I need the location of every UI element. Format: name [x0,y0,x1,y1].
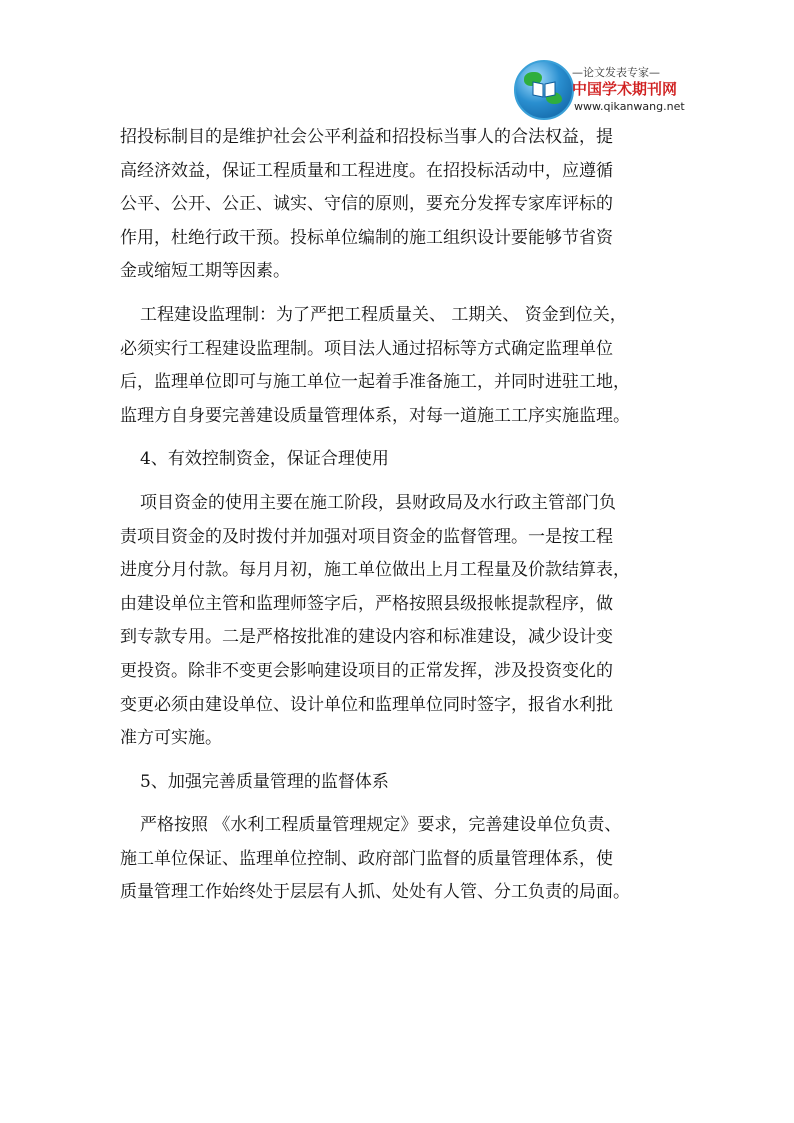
logo-brand: 中国学术期刊网 [572,80,678,98]
text-line: 由建设单位主管和监理师签字后，严格按照县级报帐提款程序，做 [120,593,613,614]
text-line: 质量管理工作始终处于层层有人抓、处处有人管、分工负责的局面。 [120,882,630,903]
section-heading: 5、加强完善质量管理的监督体系 [140,771,389,792]
text-line: 更投资。除非不变更会影响建设项目的正常发挥，涉及投资变化的 [120,660,613,681]
document-body [120,121,682,910]
logo-url: www.qikanwang.net [574,100,685,113]
text-line: 进度分月付款。每月月初，施工单位做出上月工程量及价款结算表， [120,560,630,581]
section-heading: 4、有效控制资金，保证合理使用 [140,449,389,470]
text-line: 监理方自身要完善建设质量管理体系，对每一道施工工序实施监理。 [120,405,630,426]
globe-book-icon [514,60,574,120]
logo-tagline: —论文发表专家— [572,66,660,79]
text-line: 准方可实施。 [120,728,222,749]
text-line: 金或缩短工期等因素。 [120,261,290,282]
site-logo [514,60,684,122]
text-line: 必须实行工程建设监理制。项目法人通过招标等方式确定监理单位 [120,338,613,359]
text-line: 变更必须由建设单位、设计单位和监理单位同时签字，报省水利批 [120,694,613,715]
text-line: 招投标制目的是维护社会公平利益和招投标当事人的合法权益，提 [120,127,613,147]
text-line: 到专款专用。二是严格按批准的建设内容和标准建设，减少设计变 [120,627,613,648]
text-line: 严格按照 《水利工程质量管理规定》要求，完善建设单位负责、 [140,815,622,836]
text-line: 项目资金的使用主要在施工阶段，县财政局及水行政主管部门负 [140,492,616,513]
text-line: 工程建设监理制：为了严把工程质量关、 工期关、 资金到位关， [140,304,627,325]
text-line: 公平、公开、公正、诚实、守信的原则，要充分发挥专家库评标的 [120,194,613,215]
text-line: 责项目资金的及时拨付并加强对项目资金的监督管理。一是按工程 [120,526,613,547]
text-line: 施工单位保证、监理单位控制、政府部门监督的质量管理体系，使 [120,848,613,869]
text-line: 高经济效益，保证工程质量和工程进度。在招投标活动中，应遵循 [120,160,613,181]
text-line: 后，监理单位即可与施工单位一起着手准备施工，并同时进驻工地， [120,372,630,393]
text-line: 作用，杜绝行政干预。投标单位编制的施工组织设计要能够节省资 [120,227,613,248]
